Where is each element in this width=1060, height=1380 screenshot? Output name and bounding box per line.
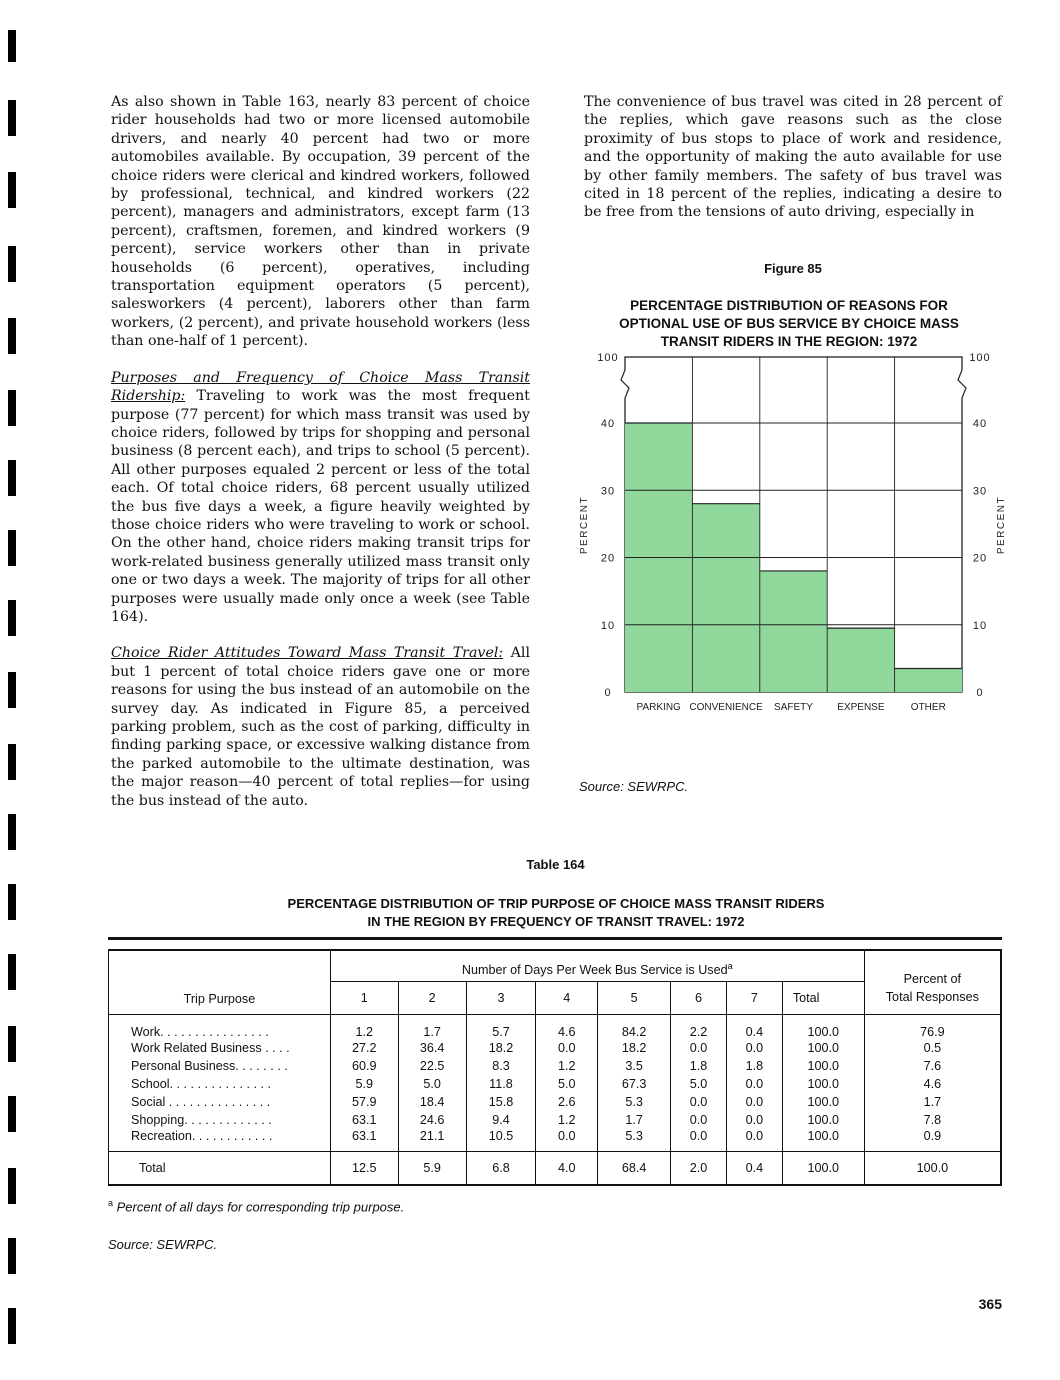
header-day-7: 7 <box>726 981 782 1014</box>
row-cell: 9.4 <box>466 1111 536 1129</box>
row-cell: 27.2 <box>330 1039 398 1057</box>
row-cell: 100.0 <box>782 1014 864 1039</box>
header-trip-purpose: Trip Purpose <box>109 950 331 1014</box>
row-purpose: Work Related Business . . . . <box>109 1039 331 1057</box>
row-cell: 1.7 <box>598 1111 671 1129</box>
header-day-2: 2 <box>398 981 466 1014</box>
table-row <box>109 1014 1002 1039</box>
table-top-rule <box>108 937 1002 940</box>
row-cell: 100.0 <box>782 1093 864 1111</box>
row-cell: 10.5 <box>466 1129 536 1152</box>
row-cell: 0.0 <box>671 1039 727 1057</box>
paragraph-occupation: As also shown in Table 163, nearly 83 percent of choice rider households had two or more licensed automobile drivers, and nearly 40 percent had two or more automobiles available. By occupation, 39 percent of the choice riders were clerical and kindred workers, followed by professional, technical, and kindred workers (22 percent), managers and administrators, except farm (13 percent), craftsmen, foremen, and kindred workers (9 percent), service workers other than in private households (6 percent), operatives, including transportation equipment operators (5 percent), salesworkers (4 percent), laborers other than farm workers, (2 percent), and private household workers (less than one-half of 1 percent). <box>111 94 530 350</box>
binder-mark <box>8 1168 16 1204</box>
row-cell: 5.9 <box>398 1151 466 1185</box>
row-purpose: Personal Business. . . . . . . . <box>109 1057 331 1075</box>
paragraph-convenience: The convenience of bus travel was cited in 28 percent of the replies, which gave reasons such as the close proximity of bus stops to place of work and residence, and the opportunity of making the auto available for use by other family members. The safety of bus travel was cited in 18 percent of the replies, indicating a desire to be free from the tensions of auto driving, especially in <box>584 94 1002 221</box>
binder-mark <box>8 530 16 566</box>
row-cell: 4.0 <box>536 1151 598 1185</box>
table-row <box>109 1129 1002 1152</box>
footnote-text: Percent of all days for corresponding trip purpose. <box>116 1199 405 1215</box>
table-title-line1: PERCENTAGE DISTRIBUTION OF TRIP PURPOSE OF CHOICE MASS TRANSIT RIDERS <box>287 896 825 911</box>
category-label-expense: EXPENSE <box>837 702 885 713</box>
row-cell: 1.7 <box>398 1014 466 1039</box>
y-axis-title-right: PERCENT <box>996 495 1007 555</box>
table-title-line2: IN THE REGION BY FREQUENCY OF TRANSIT TRAVEL: 1972 <box>367 914 745 929</box>
row-cell: 5.3 <box>598 1129 671 1152</box>
figure-label: Figure 85 <box>764 261 822 276</box>
row-cell: 18.2 <box>466 1039 536 1057</box>
table-title <box>110 895 1002 931</box>
row-cell: 1.2 <box>330 1014 398 1039</box>
left-column <box>111 93 530 810</box>
row-cell: 0.0 <box>536 1039 598 1057</box>
footnote-sup: a <box>108 1198 114 1208</box>
table-footnote <box>108 1198 404 1214</box>
page-number: 365 <box>978 1296 1002 1312</box>
section-heading-purposes: Purposes and Frequency of Choice Mass Transit Ridership: <box>111 369 530 405</box>
header-day-4: 4 <box>536 981 598 1014</box>
row-cell: 24.6 <box>398 1111 466 1129</box>
row-cell: 1.8 <box>671 1057 727 1075</box>
row-purpose: Work. . . . . . . . . . . . . . . . <box>109 1014 331 1039</box>
table-body <box>109 1014 1002 1185</box>
binder-mark <box>8 884 16 920</box>
row-cell: 100.0 <box>782 1151 864 1185</box>
footnote-marker: a <box>727 960 733 971</box>
row-purpose: Recreation. . . . . . . . . . . . <box>109 1129 331 1152</box>
row-cell: 5.0 <box>671 1075 727 1093</box>
header-day-total: Total <box>782 981 864 1014</box>
table-header-row-1 <box>109 950 1002 981</box>
row-cell: 5.7 <box>466 1014 536 1039</box>
row-cell: 0.0 <box>726 1093 782 1111</box>
row-cell: 67.3 <box>598 1075 671 1093</box>
row-cell: 1.2 <box>536 1057 598 1075</box>
binder-mark <box>8 744 16 780</box>
category-label-other: OTHER <box>910 702 946 713</box>
header-day-5: 5 <box>598 981 671 1014</box>
y-axis-title-left: PERCENT <box>579 495 590 555</box>
trip-purpose-table <box>108 949 1002 1186</box>
row-cell: 21.1 <box>398 1129 466 1152</box>
row-cell: 1.8 <box>726 1057 782 1075</box>
row-purpose: School. . . . . . . . . . . . . . . <box>109 1075 331 1093</box>
row-cell: 100.0 <box>782 1129 864 1152</box>
y-tick-label-left: 0 <box>604 687 612 699</box>
table-source: Source: SEWRPC. <box>108 1237 218 1252</box>
binder-mark <box>8 600 16 636</box>
table-row <box>109 1075 1002 1093</box>
row-cell: 36.4 <box>398 1039 466 1057</box>
row-cell: 1.2 <box>536 1111 598 1129</box>
paragraph-purposes <box>111 369 530 627</box>
row-cell: 0.0 <box>671 1093 727 1111</box>
row-percent: 0.5 <box>864 1039 1001 1057</box>
binder-mark <box>8 460 16 496</box>
row-cell: 15.8 <box>466 1093 536 1111</box>
row-cell: 6.8 <box>466 1151 536 1185</box>
row-percent: 0.9 <box>864 1129 1001 1152</box>
row-cell: 0.4 <box>726 1014 782 1039</box>
right-column <box>584 93 1002 222</box>
table-row <box>109 1039 1002 1057</box>
row-cell: 11.8 <box>466 1075 536 1093</box>
y-tick-label-right: 20 <box>972 552 988 565</box>
binder-mark <box>8 672 16 708</box>
row-cell: 60.9 <box>330 1057 398 1075</box>
category-label-parking: PARKING <box>636 702 681 713</box>
row-percent: 7.8 <box>864 1111 1001 1129</box>
row-cell: 68.4 <box>598 1151 671 1185</box>
binder-mark <box>8 1026 16 1062</box>
row-cell: 0.0 <box>536 1129 598 1152</box>
row-cell: 0.4 <box>726 1151 782 1185</box>
y-tick-label-left: 30 <box>600 485 616 498</box>
row-purpose: Social . . . . . . . . . . . . . . . <box>109 1093 331 1111</box>
row-cell: 0.0 <box>671 1129 727 1152</box>
row-cell: 0.0 <box>726 1129 782 1152</box>
row-cell: 18.4 <box>398 1093 466 1111</box>
row-cell: 2.6 <box>536 1093 598 1111</box>
y-tick-label-right: 30 <box>972 485 988 498</box>
binder-mark <box>8 814 16 850</box>
y-tick-label-right: 0 <box>976 687 984 699</box>
binder-mark <box>8 390 16 426</box>
paragraph-attitudes <box>111 644 530 810</box>
table-row <box>109 1111 1002 1129</box>
row-cell: 5.3 <box>598 1093 671 1111</box>
row-cell: 57.9 <box>330 1093 398 1111</box>
row-cell: 4.6 <box>536 1014 598 1039</box>
row-cell: 5.0 <box>536 1075 598 1093</box>
row-percent: 100.0 <box>864 1151 1001 1185</box>
row-purpose: Shopping. . . . . . . . . . . . . <box>109 1111 331 1129</box>
row-cell: 100.0 <box>782 1039 864 1057</box>
y-tick-label-right: 100 <box>969 352 991 364</box>
row-cell: 100.0 <box>782 1057 864 1075</box>
row-cell: 100.0 <box>782 1075 864 1093</box>
figure-source: Source: SEWRPC. <box>579 779 689 794</box>
row-cell: 12.5 <box>330 1151 398 1185</box>
bar-other <box>895 668 962 692</box>
table-total-row <box>109 1151 1002 1185</box>
bar-safety <box>760 571 827 692</box>
row-cell: 5.0 <box>398 1075 466 1093</box>
paragraph-attitudes-body: All but 1 percent of total choice riders gave one or more reasons for using the bus instead of an automobile on the survey day. As indicated in Figure 85, a perceived parking problem, such as the cost of parking, difficulty in finding parking space, or excessive walking distance from the parked automobile to the ultimate destination, was the major reason—40 percent of total replies—for using the bus instead of the auto. <box>111 645 530 809</box>
header-days-group <box>330 950 864 981</box>
row-cell: 18.2 <box>598 1039 671 1057</box>
header-day-6: 6 <box>671 981 727 1014</box>
bar-convenience <box>692 504 759 692</box>
header-day-3: 3 <box>466 981 536 1014</box>
row-cell: 0.0 <box>726 1039 782 1057</box>
row-cell: 63.1 <box>330 1129 398 1152</box>
y-tick-label-right: 10 <box>972 619 988 632</box>
binder-mark <box>8 954 16 990</box>
binder-mark <box>8 100 16 136</box>
row-cell: 5.9 <box>330 1075 398 1093</box>
row-percent: 76.9 <box>864 1014 1001 1039</box>
category-label-convenience: CONVENIENCE <box>689 702 763 713</box>
table-row <box>109 1057 1002 1075</box>
header-days-group-text: Number of Days Per Week Bus Service is Used <box>461 962 728 977</box>
row-percent: 1.7 <box>864 1093 1001 1111</box>
row-cell: 63.1 <box>330 1111 398 1129</box>
binder-mark <box>8 1238 16 1274</box>
row-purpose: Total <box>109 1151 331 1185</box>
header-percent-line1: Percent of <box>903 972 962 987</box>
binder-mark <box>8 246 16 282</box>
y-tick-label-right: 40 <box>972 418 988 430</box>
header-day-1: 1 <box>330 981 398 1014</box>
y-tick-label-left: 100 <box>597 352 619 364</box>
row-cell: 2.0 <box>671 1151 727 1185</box>
row-percent: 7.6 <box>864 1057 1001 1075</box>
row-cell: 3.5 <box>598 1057 671 1075</box>
table-label: Table 164 <box>526 857 585 872</box>
row-cell: 2.2 <box>671 1014 727 1039</box>
row-cell: 22.5 <box>398 1057 466 1075</box>
y-tick-label-left: 40 <box>600 418 616 430</box>
figure-title: PERCENTAGE DISTRIBUTION OF REASONS FOR OPTIONAL USE OF BUS SERVICE BY CHOICE MASS TRANSIT RIDERS IN THE REGION: 1972 <box>619 298 959 349</box>
section-heading-attitudes: Choice Rider Attitudes Toward Mass Transit Travel: <box>111 645 504 662</box>
y-tick-label-left: 20 <box>600 552 616 565</box>
binder-mark <box>8 1308 16 1344</box>
row-cell: 0.0 <box>671 1111 727 1129</box>
row-cell: 8.3 <box>466 1057 536 1075</box>
binder-mark <box>8 30 16 62</box>
bar-chart <box>560 340 1030 730</box>
binder-mark <box>8 172 16 208</box>
paragraph-purposes-body: Traveling to work was the most frequent purpose (77 percent) for which mass transit was used by choice riders, followed by trips for shopping and personal business (8 percent each), and trips to school (5 percent). All other purposes equaled 2 percent or less of the total each. Of total choice riders, 68 percent usually utilized the bus five days a week, a figure heavily weighted by those choice riders who were traveling to work or school. On the other hand, choice riders making transit trips for work-related business generally utilized mass transit only one or two days a week. The majority of trips for all other purposes were usually made only once a week (see Table 164). <box>111 388 530 625</box>
binder-mark <box>8 1096 16 1132</box>
header-percent-line2: Total Responses <box>885 990 979 1005</box>
row-percent: 4.6 <box>864 1075 1001 1093</box>
header-percent-total <box>864 950 1001 1014</box>
y-tick-label-left: 10 <box>600 619 616 632</box>
row-cell: 84.2 <box>598 1014 671 1039</box>
row-cell: 0.0 <box>726 1075 782 1093</box>
row-cell: 100.0 <box>782 1111 864 1129</box>
category-label-safety: SAFETY <box>774 702 813 713</box>
bar-expense <box>827 628 894 692</box>
binder-mark <box>8 318 16 354</box>
table-row <box>109 1093 1002 1111</box>
row-cell: 0.0 <box>726 1111 782 1129</box>
